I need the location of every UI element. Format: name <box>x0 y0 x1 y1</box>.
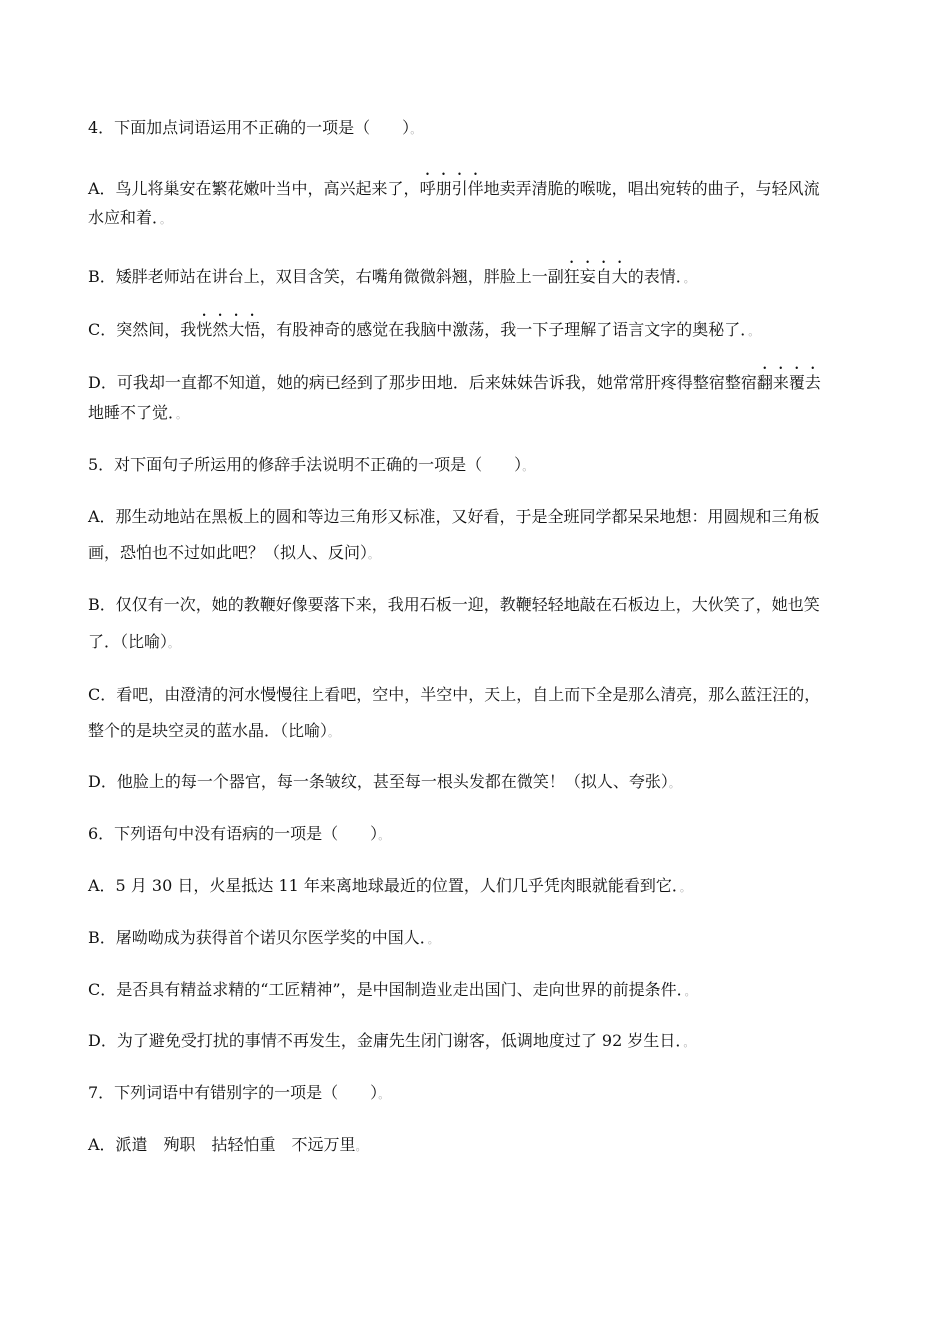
question-4-option-d-line-1: D．可我却一直都不知道，她的病已经到了那步田地．后来妹妹告诉我，她常常肝疼得整宿整宿翻来覆去 <box>88 373 821 392</box>
question-6-stem: 6．下列语句中没有语病的一项是（ ）。 <box>88 824 390 843</box>
question-7-stem: 7．下列词语中有错别字的一项是（ ）。 <box>88 1083 390 1102</box>
question-5-option-c-line-1: C．看吧，由澄清的河水慢慢往上看吧，空中，半空中，天上，自上而下全是那么清亮，那么蓝汪汪的， <box>88 685 821 704</box>
question-5-option-b-line-2: 了．（比喻）。 <box>88 632 180 651</box>
question-4-option-a-line-2: 水应和着．。 <box>88 208 172 227</box>
question-5-option-d: D．他脸上的每一个器官，每一条皱纹，甚至每一根头发都在微笑！（拟人、夸张）。 <box>88 772 680 791</box>
question-5-option-b-line-1: B．仅仅有一次，她的教鞭好像要落下来，我用石板一迎，教鞭轻轻地敲在石板边上，大伙笑了，她也笑 <box>88 595 820 614</box>
question-4-option-c: C．突然间，我恍然大悟，有股神奇的感觉在我脑中激荡，我一下子理解了语言文字的奥秘了．。 <box>88 320 760 339</box>
emphasized-phrase: 翻来覆去 <box>756 373 821 392</box>
emphasized-phrase: 呼朋引伴 <box>419 179 484 198</box>
question-6-option-d: D．为了避免受打扰的事情不再发生，金庸先生闭门谢客，低调地度过了 92 岁生日．。 <box>88 1031 695 1050</box>
question-4-stem: 4．下面加点词语运用不正确的一项是（ ）。 <box>88 118 422 137</box>
question-5-option-a-line-1: A．那生动地站在黑板上的圆和等边三角形又标准，又好看，于是全班同学都呆呆地想：用圆规和三角板 <box>88 507 820 526</box>
question-4-option-a-line-1: A．鸟儿将巢安在繁花嫩叶当中，高兴起来了，呼朋引伴地卖弄清脆的喉咙，唱出宛转的曲子，与轻风流 <box>88 179 820 198</box>
question-5-option-c-line-2: 整个的是块空灵的蓝水晶．（比喻）。 <box>88 721 340 740</box>
question-6-option-b: B．屠呦呦成为获得首个诺贝尔医学奖的中国人．。 <box>88 928 439 947</box>
question-6-option-a: A．5 月 30 日，火星抵达 11 年来离地球最近的位置，人们几乎凭肉眼就能看到它．。 <box>88 876 691 895</box>
emphasized-phrase: 恍然大悟 <box>196 320 261 339</box>
question-6-option-c: C．是否具有精益求精的“工匠精神”，是中国制造业走出国门、走向世界的前提条件．。 <box>88 980 696 999</box>
question-5-stem: 5．对下面句子所运用的修辞手法说明不正确的一项是（ ）。 <box>88 455 534 474</box>
question-5-option-a-line-2: 画，恐怕也不过如此吧？（拟人、反问）。 <box>88 543 380 562</box>
question-7-option-a: A．派遣 殉职 拈轻怕重 不远万里。 <box>88 1135 367 1154</box>
question-4-option-b: B．矮胖老师站在讲台上，双目含笑，右嘴角微微斜翘，胖脸上一副狂妄自大的表情．。 <box>88 267 695 286</box>
question-4-option-d-line-2: 地睡不了觉．。 <box>88 403 188 422</box>
emphasized-phrase: 狂妄自大 <box>563 267 628 286</box>
